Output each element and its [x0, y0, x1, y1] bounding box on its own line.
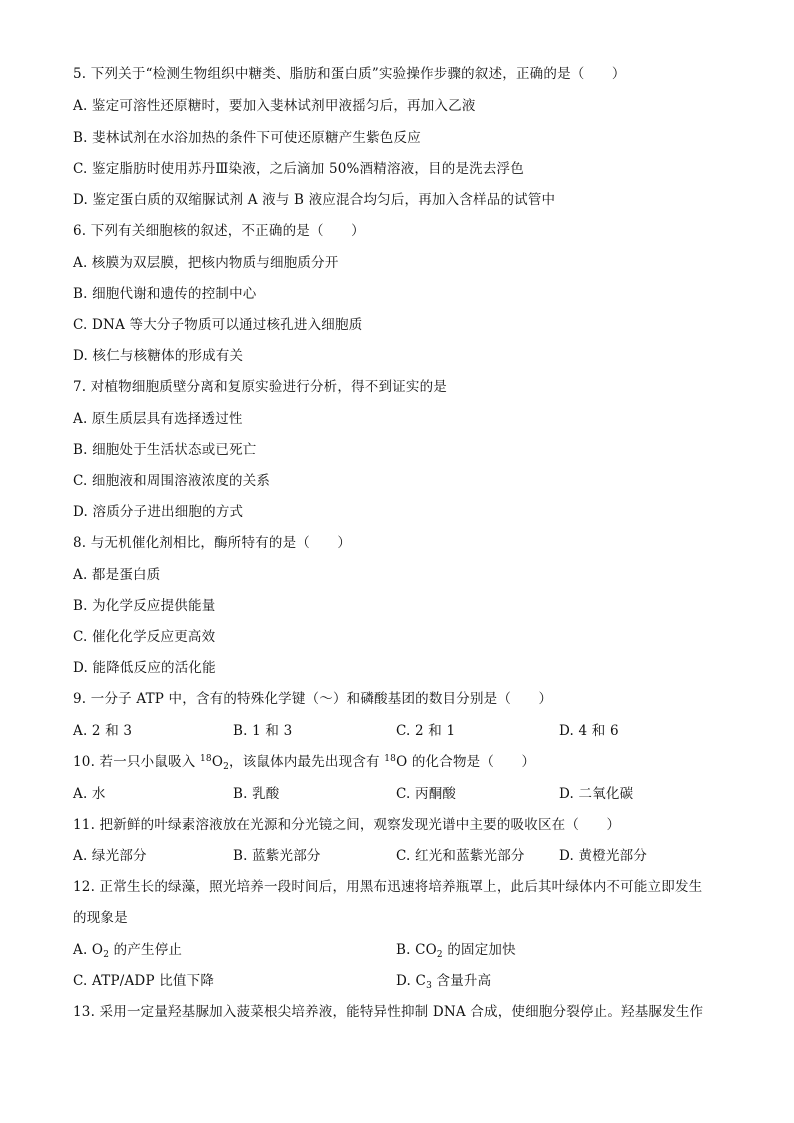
q12-option-a-subscript: 2 — [103, 950, 110, 960]
q6-option-b: B. 细胞代谢和遗传的控制中心 — [73, 286, 257, 302]
q6-option-c: C. DNA 等大分子物质可以通过核孔进入细胞质 — [73, 317, 363, 333]
q10-isotope-superscript-1: 18 — [199, 754, 212, 764]
q5-option-a: A. 鉴定可溶性还原糖时，要加入斐林试剂甲液摇匀后，再加入乙液 — [73, 98, 476, 114]
q10-option-c: C. 丙酮酸 — [396, 786, 457, 802]
q7-option-b: B. 细胞处于生活状态或已死亡 — [73, 442, 257, 458]
q8-option-b: B. 为化学反应提供能量 — [73, 598, 216, 614]
q11-option-a: A. 绿光部分 — [73, 848, 147, 864]
q12-option-c: C. ATP/ADP 比值下降 — [73, 973, 215, 989]
q12-option-a — [73, 940, 182, 960]
q6-option-d: D. 核仁与核糖体的形成有关 — [73, 348, 244, 364]
q10-subscript-2: 2 — [223, 762, 230, 772]
q11-option-d: D. 黄橙光部分 — [559, 848, 648, 864]
q8-option-a: A. 都是蛋白质 — [73, 567, 161, 583]
q12-option-a-prefix: A. O — [73, 942, 104, 958]
q10-isotope-superscript-2: 18 — [384, 754, 397, 764]
q7-option-a: A. 原生质层具有选择透过性 — [73, 411, 243, 427]
q9-option-b: B. 1 和 3 — [233, 723, 293, 739]
q12-option-d — [396, 971, 491, 991]
q11-stem: 11. 把新鲜的叶绿素溶液放在光源和分光镜之间，观察发现光谱中主要的吸收区在（ ） — [73, 817, 621, 833]
q12-option-b-suffix: 的固定加快 — [442, 942, 516, 958]
q9-option-a: A. 2 和 3 — [73, 723, 133, 739]
q12-option-b-prefix: B. CO — [396, 942, 437, 958]
q7-option-c: C. 细胞液和周围溶液浓度的关系 — [73, 473, 271, 489]
q10-stem — [73, 752, 535, 772]
q12-stem-line1: 12. 正常生长的绿藻，照光培养一段时间后，用黑布迅速将培养瓶罩上，此后其叶绿体内不可能立即发生 — [73, 879, 703, 895]
q11-option-b: B. 蓝紫光部分 — [233, 848, 321, 864]
q10-stem-prefix: 10. 若一只小鼠吸入 — [73, 754, 200, 770]
q13-stem-line1: 13. 采用一定量羟基脲加入菠菜根尖培养液，能特异性抑制 DNA 合成，使细胞分裂停止。羟基脲发生作 — [73, 1004, 704, 1020]
q8-option-c: C. 催化化学反应更高效 — [73, 629, 216, 645]
q12-option-d-prefix: D. C — [396, 973, 427, 989]
q12-option-d-subscript: 3 — [426, 981, 432, 991]
q12-option-b — [396, 940, 516, 960]
q12-option-a-suffix: 的产生停止 — [109, 942, 183, 958]
q12-option-d-suffix: 含量升高 — [432, 973, 492, 989]
q12-stem-line2: 的现象是 — [73, 910, 128, 926]
q7-option-d: D. 溶质分子进出细胞的方式 — [73, 504, 244, 520]
q5-option-b: B. 斐林试剂在水浴加热的条件下可使还原糖产生紫色反应 — [73, 130, 421, 146]
q6-option-a: A. 核膜为双层膜，把核内物质与细胞质分开 — [73, 255, 339, 271]
q10-stem-suffix: O 的化合物是（ ） — [396, 754, 536, 770]
q5-stem: 5. 下列关于“检测生物组织中糖类、脂肪和蛋白质”实验操作步骤的叙述，正确的是（ ） — [73, 66, 626, 82]
q10-option-d: D. 二氧化碳 — [559, 786, 634, 802]
q10-stem-oxygen: O — [211, 754, 224, 770]
q11-option-c: C. 红光和蓝紫光部分 — [396, 848, 525, 864]
q8-stem: 8. 与无机催化剂相比，酶所特有的是（ ） — [73, 535, 352, 551]
q9-stem: 9. 一分子 ATP 中，含有的特殊化学键（～）和磷酸基团的数目分别是（ ） — [73, 691, 553, 707]
q5-option-c: C. 鉴定脂肪时使用苏丹Ⅲ染液，之后滴加 50%酒精溶液，目的是洗去浮色 — [73, 161, 524, 177]
q8-option-d: D. 能降低反应的活化能 — [73, 660, 216, 676]
q5-option-d: D. 鉴定蛋白质的双缩脲试剂 A 液与 B 液应混合均匀后，再加入含样品的试管中 — [73, 192, 556, 208]
q10-stem-middle: ，该鼠体内最先出现含有 — [229, 754, 385, 770]
q6-stem: 6. 下列有关细胞核的叙述，不正确的是（ ） — [73, 223, 365, 239]
q9-option-d: D. 4 和 6 — [559, 723, 619, 739]
q12-option-b-subscript: 2 — [436, 950, 443, 960]
q10-option-a: A. 水 — [73, 786, 106, 802]
q10-option-b: B. 乳酸 — [233, 786, 280, 802]
q9-option-c: C. 2 和 1 — [396, 723, 456, 739]
q7-stem: 7. 对植物细胞质壁分离和复原实验进行分析，得不到证实的是 — [73, 379, 447, 395]
